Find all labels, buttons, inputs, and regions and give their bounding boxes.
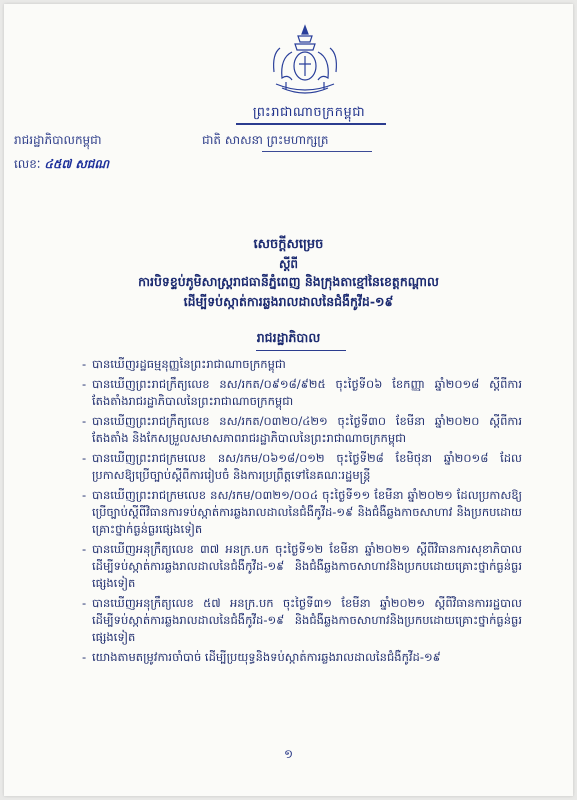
national-motto: ជាតិ សាសនា ព្រះមហាក្សត្រ: [202, 133, 329, 147]
list-item: - បានឃើញព្រះរាជក្រមលេខ នស/រកម/០៣២១/០០៤ ចុះថ្ងៃទី១១ ខែមីនា ឆ្នាំ២០២១ ដែលប្រកាសឱ្យប្រើច្បាប់ស្តីពីវិធានការទប់ស្កាត់ការឆ្លងរាលដាលនៃជំងឺកូវីដ-១៩ និងជំងឺឆ្លងកាចសាហាវ និងប្រកបដោយគ្រោះថ្នាក់ធ្ងន់ធ្ងរផ្សេងទៀត: [82, 488, 522, 536]
royal-coat-of-arms-emblem: [262, 24, 348, 98]
issuer-heading: រាជរដ្ឋាភិបាល: [256, 330, 321, 345]
document-subject-label: ស្តីពី: [278, 257, 299, 271]
heading-underline: [236, 123, 386, 125]
list-item: - បានឃើញអនុក្រឹត្យលេខ ៥៧ អនក្រ.បក ចុះថ្ងៃទី៣១ ខែមីនា ឆ្នាំ២០២១ ស្តីពីវិធានការរដ្ឋបាលដើម្បីទប់ស្កាត់ការឆ្លងរាលដាលនៃជំងឺកូវីដ-១៩ និងជំងឺឆ្លងកាចសាហាវនិងប្រកបដោយគ្រោះថ្នាក់ធ្ងន់ធ្ងរផ្សេងទៀត: [82, 596, 522, 644]
issuing-authority: រាជរដ្ឋាភិបាលកម្ពុជា: [14, 133, 102, 147]
document-type-title: សេចក្តីសម្រេច: [253, 237, 324, 252]
document-page: [4, 4, 573, 796]
document-subject-line-2: ដើម្បីទប់ស្កាត់ការឆ្លងរាលដាលនៃជំងឺកូវីដ-១៩: [183, 294, 394, 309]
list-item: - បានឃើញអនុក្រឹត្យលេខ ៣៧ អនក្រ.បក ចុះថ្ងៃទី១២ ខែមីនា ឆ្នាំ២០២១ ស្តីពីវិធានការសុខាភិបាលដើម្បីទប់ស្កាត់ការឆ្លងរាលដាលនៃជំងឺកូវីដ-១៩ និងជំងឺឆ្លងកាចសាហាវនិងប្រកបដោយគ្រោះថ្នាក់ធ្ងន់ធ្ងរផ្សេងទៀត: [82, 542, 522, 590]
reference-number: [14, 156, 109, 174]
list-item: - បានឃើញព្រះរាជក្រមលេខ នស/រកម/០៦១៨/០១២ ចុះថ្ងៃទី២៨ ខែមិថុនា ឆ្នាំ២០១៨ ដែលប្រកាសឱ្យប្រើច្បាប់ស្តីពីការរៀបចំ និងការប្រព្រឹត្តទៅនៃគណៈរដ្ឋមន្ត្រី: [82, 451, 522, 482]
page-number: ១: [283, 747, 294, 761]
list-item: - បានឃើញព្រះរាជក្រឹត្យលេខ នស/រកត/០៩១៨/៩២៥ ចុះថ្ងៃទី០៦ ខែកញ្ញា ឆ្នាំ២០១៨ ស្តីពីការតែងតាំងរាជរដ្ឋាភិបាលនៃព្រះរាជាណាចក្រកម្ពុជា: [82, 377, 522, 408]
list-item: - បានឃើញព្រះរាជក្រឹត្យលេខ នស/រកត/០៣២០/៤២១ ចុះថ្ងៃទី៣០ ខែមីនា ឆ្នាំ២០២០ ស្តីពីការតែងតាំង និងកែសម្រួលសមាសភាពរាជរដ្ឋាភិបាលនៃព្រះរាជាណាចក្រកម្ពុជា: [82, 414, 522, 445]
reference-label: លេខៈ: [14, 157, 41, 171]
document-subject-line-1: ការបិទខ្ទប់ភូមិសាស្ត្ររាជធានីភ្នំពេញ និងក្រុងតាខ្មៅនៃខេត្តកណ្តាល: [138, 274, 439, 289]
reference-value: ៤៥៧ សជណ: [44, 157, 110, 171]
list-item: - យោងតាមតម្រូវការចាំបាច់ ដើម្បីប្រយុទ្ធនិងទប់ស្កាត់ការឆ្លងរាលដាលនៃជំងឺកូវីដ-១៩: [82, 650, 441, 664]
kingdom-heading: ព្រះរាជាណាចក្រកម្ពុជា: [252, 105, 366, 120]
list-item: - បានឃើញរដ្ឋធម្មនុញ្ញនៃព្រះរាជាណាចក្រកម្ពុជា: [82, 357, 286, 371]
legal-basis-list: [82, 356, 522, 669]
issuer-underline: [256, 350, 346, 351]
motto-underline: [262, 151, 372, 152]
